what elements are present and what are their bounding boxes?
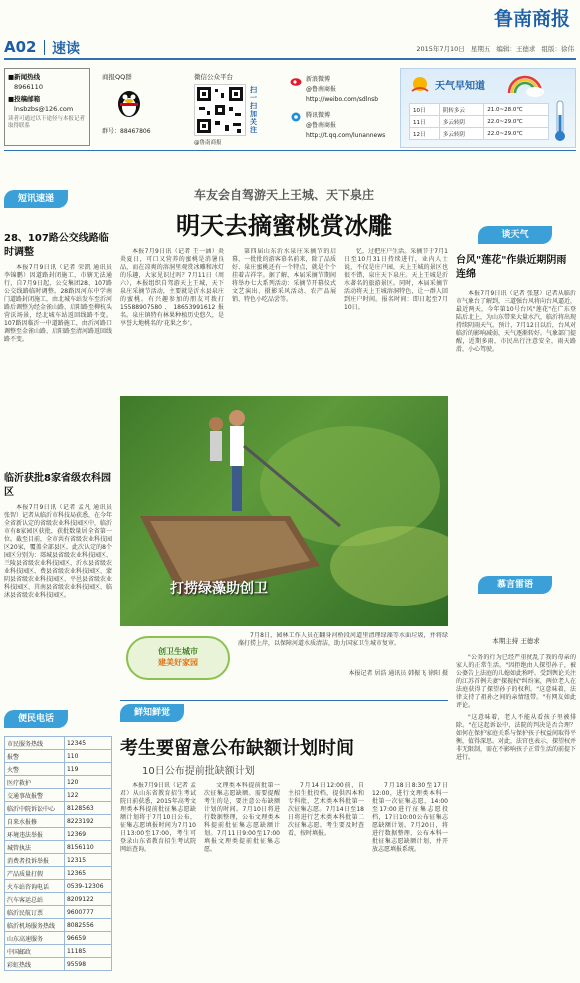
- phone-number: 122: [64, 789, 111, 802]
- phone-number: 12345: [64, 737, 111, 750]
- phone-service-name: 自来水报修: [5, 815, 65, 828]
- phone-number: 120: [64, 776, 111, 789]
- phone-service-name: 中国邮政: [5, 945, 65, 958]
- main-story: [120, 186, 448, 686]
- phone-number: 9600777: [64, 906, 111, 919]
- rainbow-cloud-icon: [505, 71, 545, 97]
- bottom-subhead: 10日公布提前批缺额计划: [142, 766, 255, 777]
- phone-row: [5, 841, 112, 854]
- weather-row: [410, 116, 549, 128]
- qq-number: 群号：88467806: [102, 128, 151, 135]
- tencent-weibo-account: @鲁南商报: [306, 122, 337, 129]
- sun-icon: [409, 73, 431, 95]
- phone-row: [5, 750, 112, 763]
- hotline-box: [4, 68, 90, 146]
- section-tag-column: 慕言雷语: [478, 576, 552, 594]
- story-col-3: 忆，过把庄户生活。采摘节于7月1日至10月31日持续进行，业内人士说，不仅是庄户园，天上王城的景区也很不错，泉庄天下泉庄。天上王城是沂水著名的旅游景区。同时，本届采摘节活动将天上王城溶洞特色，让一群人回到庄户时间。报名时间：即日起至7月10日。: [344, 248, 448, 311]
- phone-row: [5, 815, 112, 828]
- news-body-bus-route: 本报7月9日讯（记者 荣凯 通讯员 李锦鹏）因道路封闭施工，市辖无法通行，自7月9日起，公交集团28、107路公交线路临时调整。28路因河东中学南门道路封闭施工，由北城车站发车至沂河路后调整为经金雀山路、启阳路至柳杭头营沃场景，经北城车站返回线路不变。107路因临沂一中道路施工，由沂河路口调整至金雀山路、启阳路至清河路返回线路不变。: [4, 264, 112, 343]
- bottom-rule: [120, 700, 448, 701]
- column-body: "公务的行为已经严重扰乱了我的母亲的家人的正常生活。"因拒绝由人探望孙子，被公婆告上法庭的儿媳如此称呼。受到舆论关注的江苏首例夫妻"探视权"纠纷案，两位老人在法庭获得了探望孙子的权利。"这意味着，法律支持了祖孙之间的亲情纽带。"有网友如此评论。 "这意味着，老人不能从看孩子里被排除。"在这起诉讼中，法院的判决是否合理？如何在保护家庭关系与保护孩子权益间取得平衡，值得深思。对此，法官也表示，探望权并非无限制，需在不影响孩子正常生活的前提下进行。: [456, 654, 576, 761]
- phone-number: 12369: [64, 828, 111, 841]
- phone-number: 110: [64, 750, 111, 763]
- phone-row: [5, 867, 112, 880]
- phone-service-name: 产品质量打假: [5, 867, 65, 880]
- phone-number: 12365: [64, 867, 111, 880]
- qq-group: [102, 72, 182, 142]
- phone-row: [5, 854, 112, 867]
- phone-row: [5, 880, 112, 893]
- phone-row: [5, 776, 112, 789]
- phone-number: 8156110: [64, 841, 111, 854]
- weather-day: 12日: [410, 128, 440, 140]
- phone-row: [5, 932, 112, 945]
- phone-number: 12315: [64, 854, 111, 867]
- hotline-note: 读者可通过以下途径与本报记者取得联系: [8, 116, 86, 129]
- phone-service-name: 彩虹热线: [5, 958, 65, 971]
- newspaper-logo: 鲁南商报: [493, 8, 570, 30]
- issue-editor: 编辑：王德求: [496, 45, 536, 53]
- section-tag-news-brief: 短讯速递: [4, 190, 68, 208]
- hotline-label: ■新闻热线: [8, 73, 41, 81]
- masthead: [0, 0, 580, 62]
- phone-row: [5, 789, 112, 802]
- phone-row: [5, 945, 112, 958]
- phone-number: 95598: [64, 958, 111, 971]
- phone-service-name: 临沂机场服务热线: [5, 919, 65, 932]
- weather-row: [410, 104, 549, 116]
- weather-box: [400, 68, 576, 148]
- news-body-agri-parks: 本报7月9日讯（记者 孟凡 通讯员 张智）记者从临沂市科技局获悉，在今年全省新认定的省级农业科技园区中，临沂市有8家园区获批，获批数量居全省第一位。截至目前，全市共有省级农业科技园区20家，覆盖全部县区。此次认定的8个园区分别为：郯城县省级农业科技园区、兰陵县省级农业科技园区、沂水县省级农业科技园区、费县省级农业科技园区、蒙阴县省级农业科技园区、平邑县省级农业科技园区、莒南县省级农业科技园区、临沭县省级农业科技园区。: [4, 504, 112, 599]
- issue-date: 2015年7月10日: [416, 45, 465, 53]
- section-name: 速读: [52, 41, 80, 57]
- phone-number: 119: [64, 763, 111, 776]
- masthead-rule: [4, 58, 576, 60]
- story-col-2: 第四届山东沂水泉庄采摘节的启幕，一批批的游客慕名前来，除了品质好、泉庄蜜桃还有一个特点，就是个个挂着吉祥字。据了解，本届采摘节期间将举办七大系列活动：采摘节开幕仪式文艺演出、摄影采风活动、农产品展销、特色小吃品尝等。: [232, 248, 336, 303]
- photo-badge-line-1: 创卫生城市: [158, 647, 198, 656]
- phone-service-name: 报警: [5, 750, 65, 763]
- issue-weekday: 星期五: [470, 45, 491, 53]
- story-kicker: 车友会自驾游天上王城、天下泉庄: [193, 188, 374, 202]
- page-divider: [44, 40, 45, 55]
- email-address: lnsbzbs@126.com: [14, 105, 74, 113]
- sina-weibo-label: 新浪微博: [306, 76, 331, 83]
- phone-row: [5, 828, 112, 841]
- qr-code-icon: [194, 84, 246, 136]
- column-byline: 本期主持 王德求: [492, 637, 540, 645]
- phone-row: [5, 893, 112, 906]
- news-title-agri-parks: 临沂获批8家省级农科园区: [4, 473, 111, 498]
- wechat-account: @鲁南商报: [194, 140, 222, 146]
- phone-service-name: 城管执法: [5, 841, 65, 854]
- weather-news-body: 本报7月9日讯（记者 张慧）记者从临沂市气象台了解到，三道强台风将向台风逼近，最近两天，今年第10号台风"莲花"在广东登陆后北上，为山东带来大量水汽，临沂将出现持续阴雨天气。预计，7月12日以后，台风对临沂的影响减弱，天气逐渐转好。气象部门提醒，近期多雨，市民出行注意安全，雨天路滑，小心驾驶。: [456, 290, 576, 353]
- sina-weibo-icon: [290, 76, 302, 86]
- phone-service-name: 临沂中院诉讼中心: [5, 802, 65, 815]
- weather-desc: 阴转多云: [439, 104, 483, 116]
- bottom-col-4: 7月18日8:30至17日12:00，进行文理类本科一批第一次征集志愿，14:00至17:00进行征集志愿投档，17日10:00公布征集志愿缺额计划。7月20日，将进行数据整理、公布本科一批征集志愿缺额计划，并开放志愿填报系统。: [372, 782, 448, 853]
- weather-temp: 22.0~29.0℃: [484, 128, 549, 140]
- story-col-1: 本报7月9日讯（记者 王一涵）炎炎夏日，可口又营养的蜜桃是消暑良品，而在凉爽的溶洞里观赏冰雕和冰灯的乐趣，大家见识过吗？7月11日（周六），本报组织自驾游天上王城，天下泉庄采摘节活动，主要就是沂水县泉庄的蜜桃。有兴趣参加的朋友可拨打15588907580、18653991612报名。泉庄镇特有林果种植历史悠久，是享誉大地桃名的‘花果之乡’。: [120, 248, 224, 327]
- phone-number: 8082556: [64, 919, 111, 932]
- phone-number: 8128563: [64, 802, 111, 815]
- weibo-block: [290, 74, 400, 146]
- photo-credit: 本报记者 居浩 通讯员 韩振飞 徐阳 摄: [348, 670, 448, 677]
- photo-badge-line-2: 建美好家园: [158, 658, 198, 667]
- phone-service-name: 汽车客运总站: [5, 893, 65, 906]
- thermometer-icon: [553, 99, 567, 143]
- phone-number: 8223192: [64, 815, 111, 828]
- bottom-col-2: 文理类本科提前批第一次征集志愿缺额。需要提醒考生的是，要注意公布缺额计划的时间。7月10日将进行数据整理，公布文理类本科提前批征集志愿缺额计划。7月11日9:00至17:00填报文理类提前批征集志愿。: [204, 782, 280, 853]
- issue-info: [416, 44, 574, 53]
- wechat-scan-text: 扫一扫加关注: [250, 86, 257, 134]
- phone-row: [5, 802, 112, 815]
- phone-service-name: 消费者投诉举报: [5, 854, 65, 867]
- phone-row: [5, 763, 112, 776]
- phone-service-name: 山东高速服务: [5, 932, 65, 945]
- photo-caption: 打捞绿藻助创卫: [170, 581, 268, 597]
- phone-number: 96659: [64, 932, 111, 945]
- qq-label: 商报QQ群: [102, 73, 132, 81]
- weather-day: 10日: [410, 104, 440, 116]
- phone-service-name: 临沂民航订票: [5, 906, 65, 919]
- photo-description: 7月8日，园林工作人员在翻身河桥段河道里清理绿藻等水面垃圾，并将绿藻打捞上岸，以保障河道水质清洁，助力国家卫生城市复审。: [238, 632, 448, 647]
- left-column: [4, 190, 112, 980]
- phone-number: 8209122: [64, 893, 111, 906]
- service-phone-table: [4, 736, 112, 971]
- tencent-weibo-url[interactable]: http://t.qq.com/lunannews: [306, 132, 386, 139]
- phone-service-name: 火警: [5, 763, 65, 776]
- weather-title: 天气早知道: [435, 81, 485, 92]
- phone-row: [5, 919, 112, 932]
- qq-penguin-icon: [116, 86, 142, 118]
- sina-weibo-url[interactable]: http://weibo.com/sdlnsb: [306, 96, 379, 103]
- issue-designer: 组版：徐伟: [541, 45, 574, 53]
- phone-number: 11185: [64, 945, 111, 958]
- section-tag-service-phones: 便民电话: [4, 710, 68, 728]
- section-tag-weather-talk: 谈天气: [478, 226, 552, 244]
- photo-badge: [126, 636, 230, 680]
- bottom-headline: 考生要留意公布缺额计划时间: [120, 738, 354, 759]
- right-column: [456, 226, 576, 980]
- section-tag-fresh: 鲜知鲜觉: [120, 704, 184, 722]
- weather-temp: 21.0~28.0℃: [484, 104, 549, 116]
- phone-service-name: 火车站咨询电话: [5, 880, 65, 893]
- phone-service-name: 交通事故报警: [5, 789, 65, 802]
- wechat-block: [194, 72, 284, 146]
- phone-number: 0539-12306: [64, 880, 111, 893]
- tencent-weibo-icon: [290, 112, 302, 122]
- email-label: ■投稿邮箱: [8, 95, 41, 103]
- weather-table: [409, 103, 549, 140]
- phone-row: [5, 958, 112, 971]
- bottom-story: [120, 700, 448, 980]
- tencent-weibo-label: 腾讯微博: [306, 112, 331, 119]
- weather-temp: 22.0~29.0℃: [484, 116, 549, 128]
- info-band: [4, 64, 576, 150]
- bottom-col-1: 本报7月9日讯（记者 孟君）从山东省教育招生考试院日前获悉，2015年高考文理类本科提前批征集志愿缺额计划将于7月10日公布，征集志愿填报时间为7月10日13:00至17:00，考生可登录山东省教育招生考试院网站查询。: [120, 782, 196, 853]
- phone-service-name: 环境违法举报: [5, 828, 65, 841]
- wechat-label: 微信公众平台: [194, 73, 233, 81]
- phone-row: [5, 906, 112, 919]
- phone-row: [5, 737, 112, 750]
- weather-row: [410, 128, 549, 140]
- hotline-number: 8966110: [14, 83, 43, 91]
- story-headline: 明天去摘蜜桃赏冰雕: [176, 211, 392, 240]
- page-number: A02: [4, 38, 37, 56]
- phone-service-name: 市民服务热线: [5, 737, 65, 750]
- weather-desc: 多云转阴: [439, 116, 483, 128]
- bottom-col-3: 7月14日12:00前，自主招生批投档，提供四本和专科批、艺术类本科批第一次征集志愿。7月14日至18日将进行艺术类本科批第二次征集志愿。考生要及时查看，按时填报。: [288, 782, 364, 837]
- weather-day: 11日: [410, 116, 440, 128]
- weather-news-title: 台风"莲花"作祟近期阴雨连绵: [456, 255, 567, 280]
- sina-weibo-account: @鲁南商报: [306, 86, 337, 93]
- news-title-bus-route: 28、107路公交线路临时调整: [4, 233, 109, 258]
- phone-service-name: 医疗救护: [5, 776, 65, 789]
- info-band-rule: [4, 150, 576, 151]
- weather-desc: 多云转阴: [439, 128, 483, 140]
